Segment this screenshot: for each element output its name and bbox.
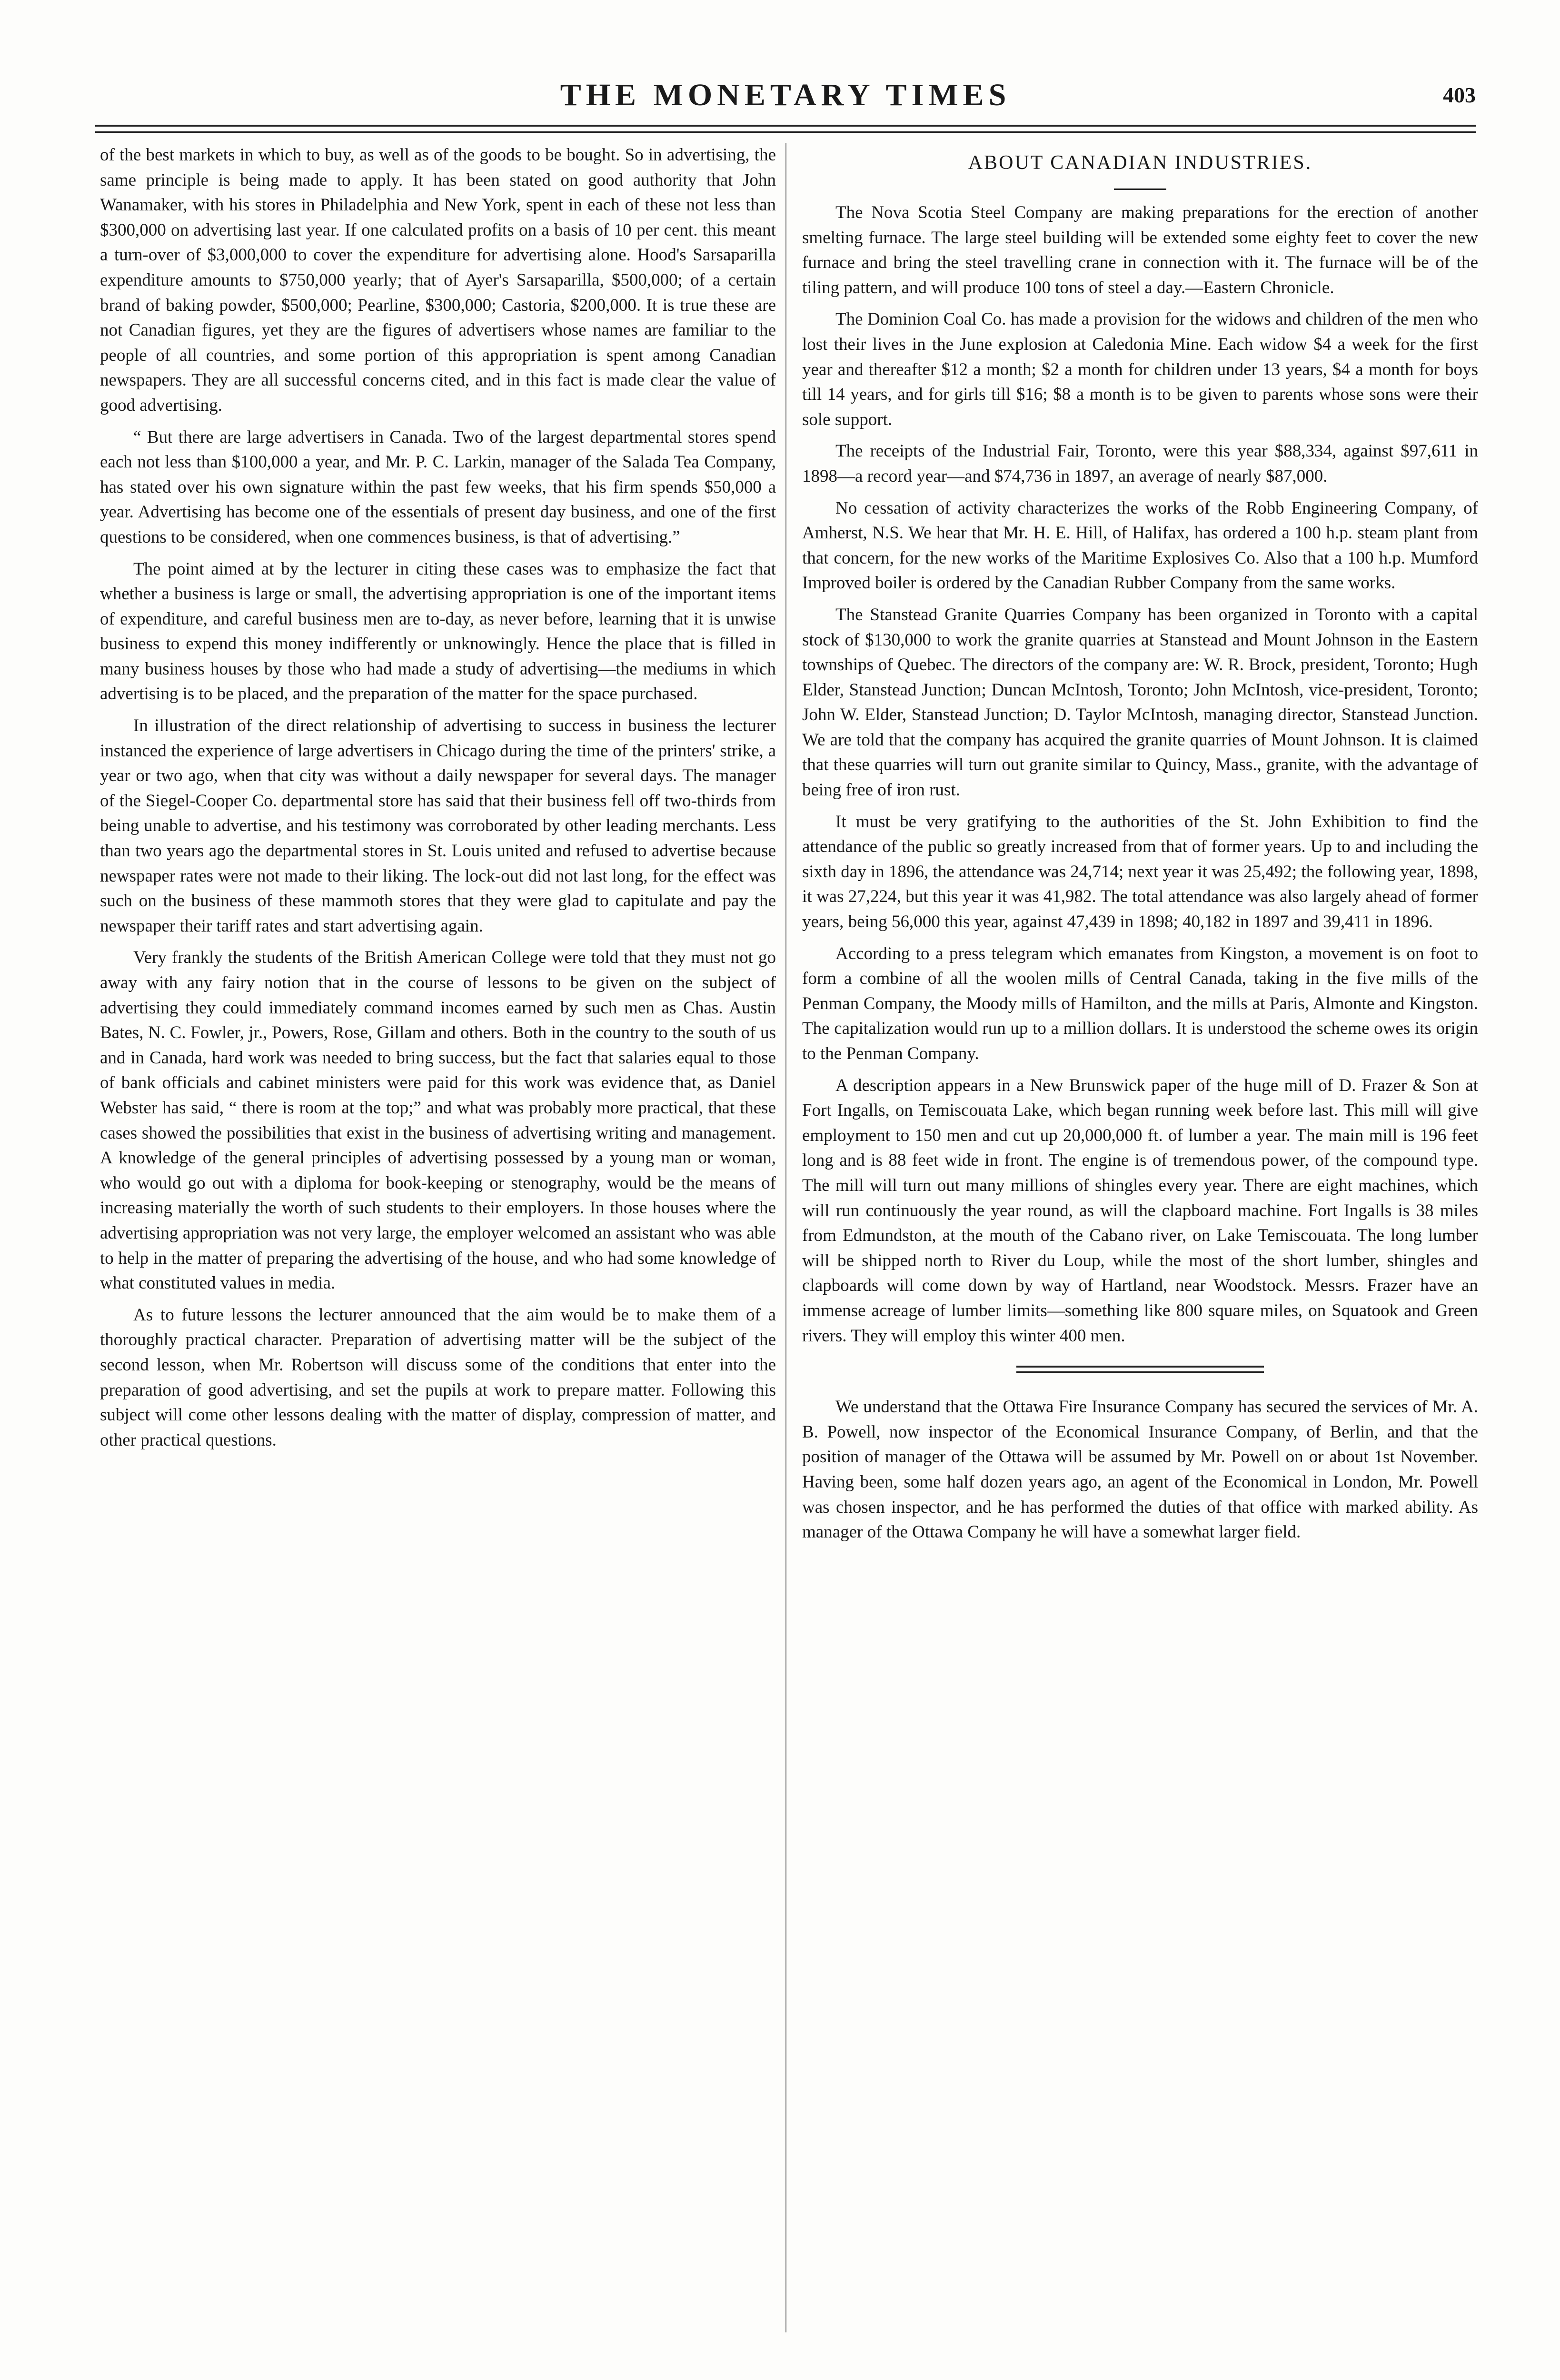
article-paragraph: As to future lessons the lecturer announced that the aim would be to make them of a thoroughly practical character. Preparation of advertising matter will be the subject of the second lesson, when Mr. Robertson will discuss some of the conditions that enter into the preparation of good advertising, and set the pupils at work to prepare matter. Following this subject will come other lessons dealing with the matter of display, compression of matter, and other practical questions. bbox=[100, 1305, 776, 1450]
heading-rule bbox=[1114, 188, 1166, 190]
insurance-paragraph: We understand that the Ottawa Fire Insurance Company has secured the services of Mr. A. B. Powell, now inspector of the Economical Insurance Company, of Berlin, and that the position of manager of the Ottawa will be assumed by Mr. Powell on or about 1st November. Having been, some half dozen years ago, an agent of the Economical in London, Mr. Powell was chosen inspector, and he has performed the duties of that office with marked ability. As manager of the Ottawa Company he will have a somewhat larger field. bbox=[802, 1397, 1478, 1542]
article-paragraph: Very frankly the students of the British American College were told that they must not go away with any fairy notion that in the course of lessons to be given on the subject of advertising they could immediately command incomes earned by such men as Chas. Austin Bates, N. C. Fowler, jr., Powers, Rose, Gillam and others. Both in the country to the south of us and in Canada, hard work was needed to bring success, but the fact that salaries equal to those of bank officials and cabinet ministers were paid for this work was evidence that, as Daniel Webster has said, “ there is room at the top;” and what was probably more practical, that these cases showed the possibilities that exist in the business of advertising writing and management. A knowledge of the general principles of advertising possessed by a young man or woman, who would go out with a diploma for book-keeping or stenography, would be the means of increasing materially the worth of such students to their employers. In those houses where the advertising appropriation was not very large, the employer welcomed an assistant who was able to help in the matter of preparing the advertising of the house, and who had some knowledge of what constituted values in media. bbox=[100, 948, 776, 1293]
article-paragraph: The point aimed at by the lecturer in citing these cases was to emphasize the fact that whether a business is large or small, the advertising appropriation is one of the important items of expenditure, and careful business men are to-day, as never before, learning that it is unwise business to expend this money indifferently or unknowingly. Hence the place that is filled in many business houses by those who had made a study of advertising—the mediums in which advertising is to be placed, and the preparation of the matter for the space purchased. bbox=[100, 559, 776, 704]
right-column bbox=[802, 143, 1478, 1552]
column-divider bbox=[785, 143, 786, 2332]
newspaper-title: THE MONETARY TIMES bbox=[560, 78, 1011, 112]
left-column bbox=[100, 143, 776, 1459]
article-paragraph: of the best markets in which to buy, as well as of the goods to be bought. So in advertising, the same principle is being made to apply. It has been stated on good authority that John Wanamaker, with his stores in Philadelphia and New York, spent in each of these not less than $300,000 on advertising last year. If one calculated profits on a basis of 10 per cent. this meant a turn-over of $3,000,000 to cover the expenditure for advertising alone. Hood's Sarsaparilla expenditure amounts to $750,000 yearly; that of Ayer's Sarsaparilla, $500,000; of a certain brand of baking powder, $500,000; Pearline, $300,000; Castoria, $200,000. It is true these are not Canadian figures, yet they are the figures of advertisers whose names are familiar to the people of all countries, and some portion of this appropriation is spent among Canadian newspapers. They are all successful concerns cited, and in this fact is made clear the value of good advertising. bbox=[100, 145, 776, 415]
industry-paragraph: A description appears in a New Brunswick paper of the huge mill of D. Frazer & Son at Fort Ingalls, on Temiscouata Lake, which began running week before last. This mill will give employment to 150 men and cut up 20,000,000 ft. of lumber a year. The main mill is 196 feet long and is 88 feet wide in front. The engine is of tremendous power, of the compound type. The mill will turn out many millions of shingles every year. There are eight machines, which will run continuously the year round, as will the clapboard machine. Fort Ingalls is 38 miles from Edmundston, at the mouth of the Cabano river, on Lake Temiscouata. The long lumber will be shipped north to River du Loup, while the most of the short lumber, shingles and clapboards will come down by way of Hartland, near Woodstock. Messrs. Frazer have an immense acreage of lumber limits—something like 800 square miles, on Squatook and Green rivers. They will employ this winter 400 men. bbox=[802, 1075, 1478, 1346]
industry-paragraph: No cessation of activity characterizes the works of the Robb Engineering Company, of Amherst, N.S. We hear that Mr. H. E. Hill, of Halifax, has ordered a 100 h.p. steam plant from that concern, for the new works of the Maritime Explosives Co. Also that a 100 h.p. Mumford Improved boiler is ordered by the Canadian Rubber Company from the same works. bbox=[802, 498, 1478, 593]
industry-paragraph: The Dominion Coal Co. has made a provision for the widows and children of the men who lost their lives in the June explosion at Caledonia Mine. Each widow $4 a week for the first year and thereafter $12 a month; $2 a month for children under 13 years, $4 a month for boys till 14 years, and for girls till $16; $8 a month is to be given to parents whose sons were their sole support. bbox=[802, 309, 1478, 429]
industry-paragraph: It must be very gratifying to the authorities of the St. John Exhibition to find the attendance of the public so greatly increased from that of former years. Up to and including the sixth day in 1896, the attendance was 24,714; next year it was 25,492; the following year, 1898, it was 27,224, but this year it was 41,982. The total attendance was also largely ahead of former years, being 56,000 this year, against 47,439 in 1898; 40,182 in 1897 and 39,411 in 1896. bbox=[802, 812, 1478, 932]
article-paragraph: In illustration of the direct relationship of advertising to success in business the lecturer instanced the experience of large advertisers in Chicago during the time of the printers' strike, a year or two ago, when that city was without a daily newspaper for several days. The manager of the Siegel-Cooper Co. departmental store has said that their business fell off two-thirds from being unable to advertise, and his testimony was corroborated by other leading merchants. Less than two years ago the departmental stores in St. Louis united and refused to advertise because newspaper rates were not made to their liking. The lock-out did not last long, for the effect was such on the business of these mammoth stores that they were glad to capitulate and pay the newspaper their tariff rates and start advertising again. bbox=[100, 716, 776, 936]
industry-paragraph: The Stanstead Granite Quarries Company has been organized in Toronto with a capital stock of $130,000 to work the granite quarries at Stanstead and Mount Johnson in the Eastern townships of Quebec. The directors of the company are: W. R. Brock, president, Toronto; Hugh Elder, Stanstead Junction; Duncan McIntosh, Toronto; John McIntosh, vice-president, Toronto; John W. Elder, Stanstead Junction; D. Taylor McIntosh, managing director, Stanstead Junction. We are told that the company has acquired the granite quarries of Mount Johnson. It is claimed that these quarries will turn out granite similar to Quincy, Mass., granite, with the advantage of being free of iron rust. bbox=[802, 605, 1478, 800]
industry-paragraph: The receipts of the Industrial Fair, Toronto, were this year $88,334, against $97,611 in 1898—a record year—and $74,736 in 1897, an average of nearly $87,000. bbox=[802, 441, 1478, 486]
masthead bbox=[95, 74, 1476, 126]
article-paragraph: “ But there are large advertisers in Canada. Two of the largest departmental stores spend each not less than $100,000 a year, and Mr. P. C. Larkin, manager of the Salada Tea Company, has stated over his own signature within the past few weeks, that his firm spends $50,000 a year. Advertising has become one of the essentials of present day business, and one of the first questions to be considered, when one commences business, is that of advertising.” bbox=[100, 427, 776, 547]
page-number: 403 bbox=[1443, 83, 1476, 107]
section-heading: ABOUT CANADIAN INDUSTRIES. bbox=[968, 152, 1312, 174]
industry-paragraph: According to a press telegram which emanates from Kingston, a movement is on foot to form a combine of all the woolen mills of Central Canada, taking in the five mills of the Penman Company, the Moody mills of Hamilton, and the mills at Paris, Almonte and Kingston. The capitalization would run up to a million dollars. It is understood the scheme owes its origin to the Penman Company. bbox=[802, 943, 1478, 1063]
section-separator-rule bbox=[1016, 1366, 1264, 1373]
industry-paragraph: The Nova Scotia Steel Company are making preparations for the erection of another smelting furnace. The large steel building will be extended some eighty feet to cover the new furnace and bring the steel travelling crane in connection with it. The furnace will be of the tiling pattern, and will produce 100 tons of steel a day.—Eastern Chronicle. bbox=[802, 203, 1478, 298]
masthead-double-rule bbox=[95, 125, 1476, 133]
